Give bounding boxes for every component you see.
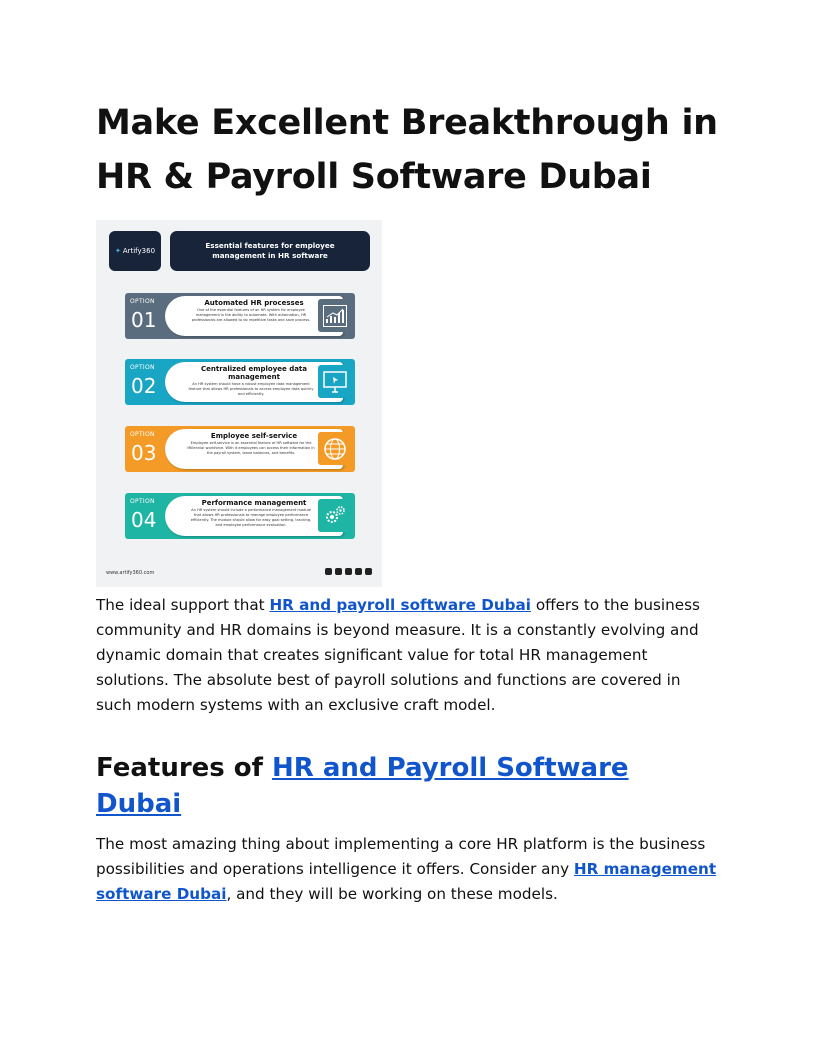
social-icons (325, 568, 372, 575)
features-heading-link[interactable]: HR and Payroll Software Dubai (96, 753, 629, 819)
linkedin-icon (355, 568, 362, 575)
infographic-header: Essential features for employee management in HR software (170, 231, 370, 271)
infographic-footer-url: www.artify360.com (106, 570, 155, 576)
features-paragraph: The most amazing thing about implementing a core HR platform is the business possibilities and operations intelligence it offers. Consider any HR management software Dubai, and they will be working on these models. (96, 835, 717, 903)
page-title: Make Excellent Breakthrough in HR & Payroll Software Dubai (96, 103, 718, 197)
hr-payroll-software-link[interactable]: HR and payroll software Dubai (269, 596, 531, 614)
twitter-icon (345, 568, 352, 575)
option-card: OPTION 02 Centralized employee data management An HR system should have a robust employee data management feature that allows HR professionals to access employee data quickly and efficiently. (125, 359, 355, 405)
gears-icon (318, 499, 351, 532)
option-card: OPTION 03 Employee self-service Employee self-service is an essential feature of HR software for the Millennial workforce. With it employees can access their information in the payroll system, leave balances, and benefits. (125, 426, 355, 472)
chart-icon (318, 299, 351, 332)
intro-paragraph: The ideal support that HR and payroll software Dubai offers to the business community and HR domains is beyond measure. It is a constantly evolving and dynamic domain that creates significant value for total HR management solutions. The absolute best of payroll solutions and functions are covered in such modern systems with an exclusive craft model. (96, 596, 700, 714)
features-heading: Features of HR and Payroll Software Dubai (96, 753, 629, 819)
youtube-icon (365, 568, 372, 575)
monitor-icon (318, 365, 351, 398)
document-body (96, 96, 720, 907)
option-card: OPTION 01 Automated HR processes One of the essential features of an HR system for employee management is the ability to automate. With automation, HR professionals are allowed to do repetitive tasks and save process. (125, 293, 355, 339)
hr-management-software-link[interactable]: HR management software Dubai (96, 860, 717, 903)
option-card: OPTION 04 Performance management An HR system should include a performance management module that allows HR professionals to manage employee performance efficiently. The module should allow for easy goal setting, tracking, and employee performance evaluation. (125, 493, 355, 539)
instagram-icon (335, 568, 342, 575)
facebook-icon (325, 568, 332, 575)
artify-logo: ✦ Artify360 (109, 231, 161, 271)
infographic-image (96, 220, 382, 587)
globe-icon (318, 432, 351, 465)
